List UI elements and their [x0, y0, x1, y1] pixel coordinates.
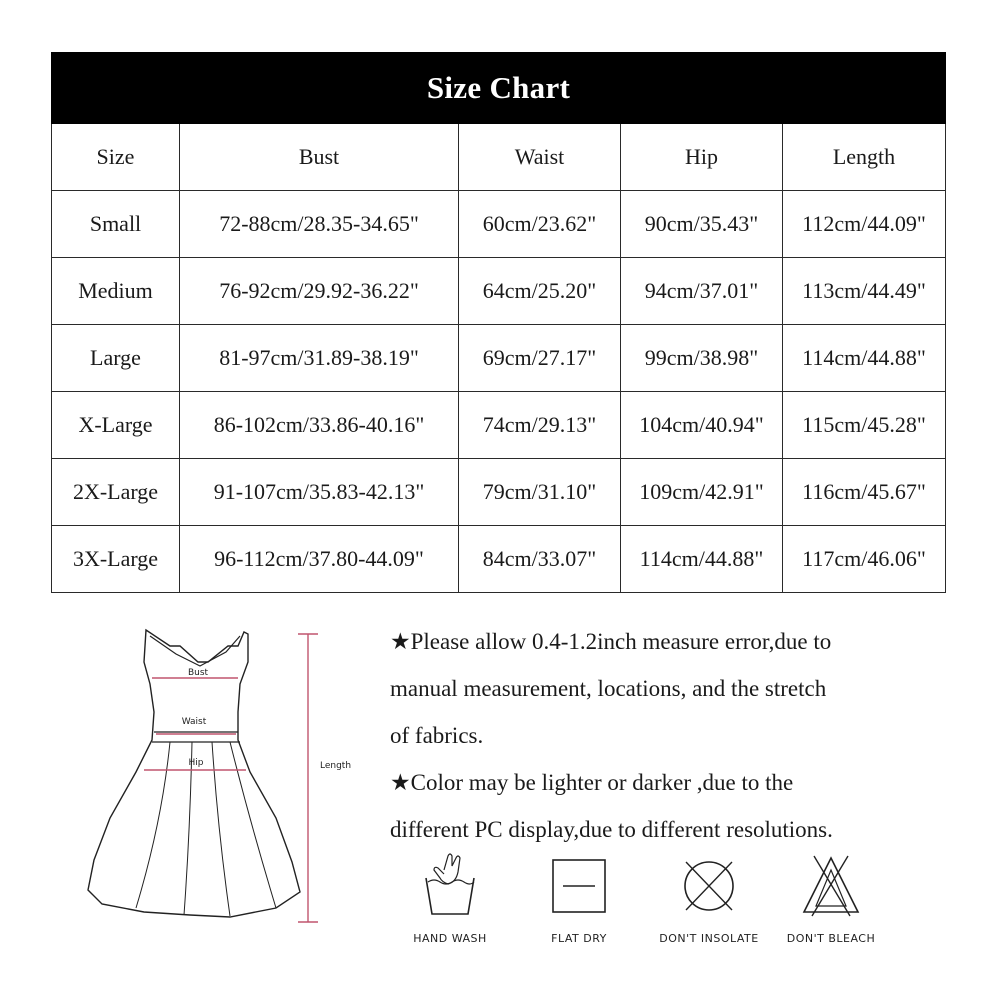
header-size: Size	[52, 124, 180, 191]
care-hand-wash	[385, 852, 515, 945]
cell-size: Large	[52, 325, 180, 392]
cell-length: 116cm/45.67"	[783, 459, 946, 526]
cell-size: Small	[52, 191, 180, 258]
hip-label: Hip	[188, 758, 204, 768]
note-line-5: different PC display,due to different resolutions.	[390, 817, 833, 842]
table-row	[52, 191, 946, 258]
cell-length: 112cm/44.09"	[783, 191, 946, 258]
cell-waist: 79cm/31.10"	[459, 459, 621, 526]
cell-waist: 69cm/27.17"	[459, 325, 621, 392]
note-line-2: manual measurement, locations, and the stretch	[390, 676, 827, 701]
note-line-1: ★Please allow 0.4-1.2inch measure error,due to	[390, 629, 832, 654]
flat-dry-icon	[549, 852, 609, 918]
length-label: Length	[320, 761, 352, 771]
cell-length: 115cm/45.28"	[783, 392, 946, 459]
cell-size: Medium	[52, 258, 180, 325]
cell-bust: 72-88cm/28.35-34.65"	[180, 191, 459, 258]
dont-insolate-icon	[676, 852, 742, 918]
hand-wash-icon	[420, 852, 480, 918]
cell-bust: 86-102cm/33.86-40.16"	[180, 392, 459, 459]
dont-bleach-label: DON'T BLEACH	[786, 932, 876, 945]
cell-waist: 84cm/33.07"	[459, 526, 621, 593]
cell-bust: 81-97cm/31.89-38.19"	[180, 325, 459, 392]
dress-diagram	[80, 622, 380, 932]
hand-wash-label: HAND WASH	[413, 932, 487, 945]
size-chart-table	[51, 52, 946, 593]
notes	[390, 618, 950, 853]
neckline	[150, 636, 240, 666]
cell-hip: 94cm/37.01"	[621, 258, 783, 325]
table-row	[52, 459, 946, 526]
cell-hip: 99cm/38.98"	[621, 325, 783, 392]
cell-hip: 104cm/40.94"	[621, 392, 783, 459]
care-dont-insolate	[644, 852, 774, 945]
note-line-3: of fabrics.	[390, 723, 484, 748]
cell-size: 2X-Large	[52, 459, 180, 526]
cell-bust: 76-92cm/29.92-36.22"	[180, 258, 459, 325]
header-hip: Hip	[621, 124, 783, 191]
cell-bust: 96-112cm/37.80-44.09"	[180, 526, 459, 593]
cell-hip: 90cm/35.43"	[621, 191, 783, 258]
cell-length: 117cm/46.06"	[783, 526, 946, 593]
care-flat-dry	[514, 852, 644, 945]
cell-bust: 91-107cm/35.83-42.13"	[180, 459, 459, 526]
cell-waist: 74cm/29.13"	[459, 392, 621, 459]
cell-length: 113cm/44.49"	[783, 258, 946, 325]
cell-waist: 64cm/25.20"	[459, 258, 621, 325]
cell-hip: 114cm/44.88"	[621, 526, 783, 593]
bust-label: Bust	[187, 668, 209, 678]
table-row	[52, 325, 946, 392]
cell-size: X-Large	[52, 392, 180, 459]
table-row	[52, 392, 946, 459]
waist-label: Waist	[181, 717, 207, 727]
header-waist: Waist	[459, 124, 621, 191]
header-row	[52, 124, 946, 191]
table-row	[52, 526, 946, 593]
chart-body	[52, 124, 946, 593]
chart-title: Size Chart	[52, 53, 946, 124]
dont-insolate-label: DON'T INSOLATE	[659, 932, 759, 945]
table-row	[52, 258, 946, 325]
flat-dry-label: FLAT DRY	[551, 932, 607, 945]
cell-hip: 109cm/42.91"	[621, 459, 783, 526]
cell-waist: 60cm/23.62"	[459, 191, 621, 258]
skirt-folds	[136, 742, 276, 916]
dont-bleach-icon	[798, 852, 864, 918]
cell-length: 114cm/44.88"	[783, 325, 946, 392]
cell-size: 3X-Large	[52, 526, 180, 593]
care-dont-bleach	[766, 852, 896, 945]
header-bust: Bust	[180, 124, 459, 191]
header-length: Length	[783, 124, 946, 191]
note-line-4: ★Color may be lighter or darker ,due to the	[390, 770, 794, 795]
